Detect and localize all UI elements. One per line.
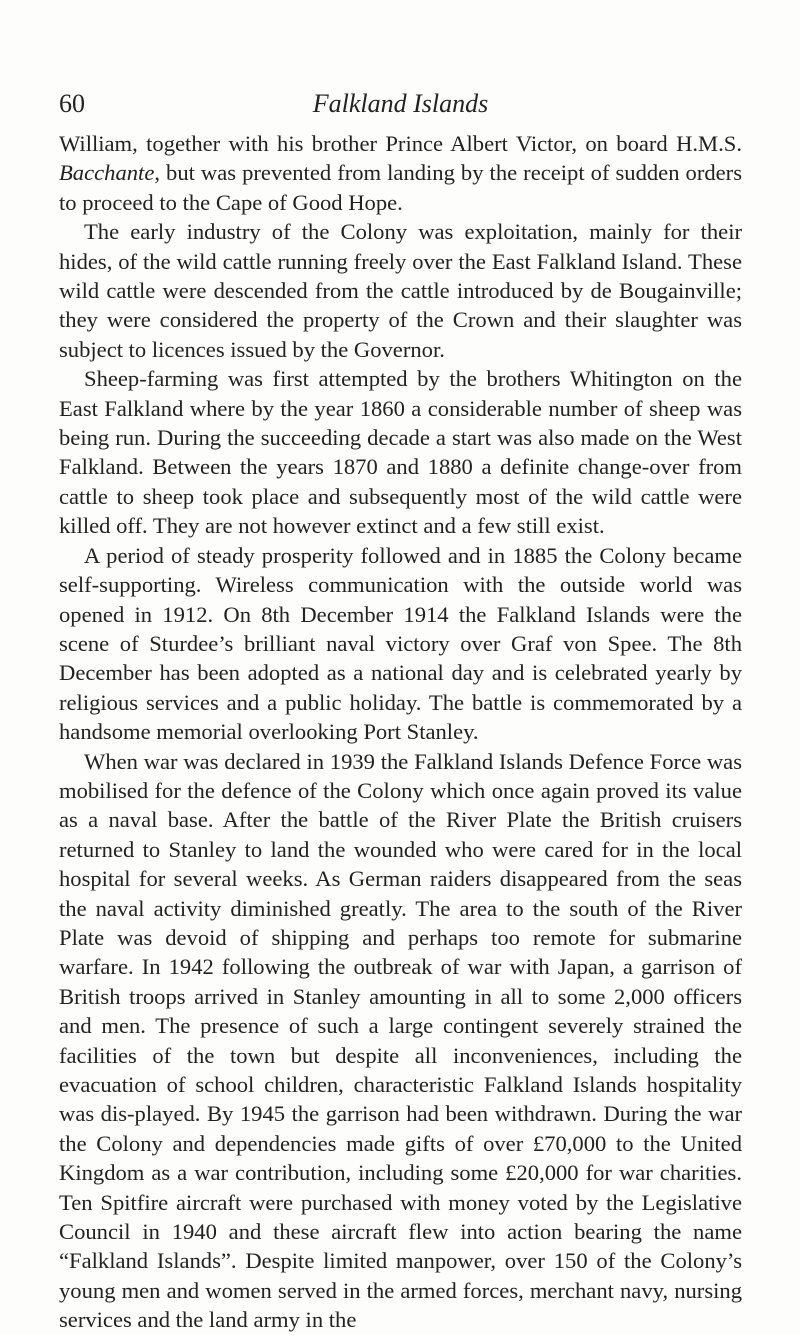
- running-head: [59, 88, 742, 120]
- page-number: 60: [59, 89, 85, 118]
- paragraph-3: Sheep-farming was first attempted by the brothers Whitington on the East Falkland where by the year 1860 a considerable number of sheep was being run. During the succeeding decade a start was also made on the West Falkland. Between the years 1870 and 1880 a definite change-over from cattle to sheep took place and subsequently most of the wild cattle were killed off. They are not however extinct and a few still exist.: [59, 366, 742, 539]
- paragraph-1-before: William, together with his brother Prince Albert Victor, on board H.M.S.: [59, 131, 742, 156]
- paragraph-5: When war was declared in 1939 the Falkland Islands Defence Force was mobilised for the defence of the Colony which once again proved its value as a naval base. After the battle of the River Plate the British cruisers returned to Stanley to land the wounded who were cared for in the local hospital for several weeks. As German raiders disappeared from the seas the naval activity diminished greatly. The area to the south of the River Plate was devoid of shipping and perhaps too remote for submarine warfare. In 1942 following the outbreak of war with Japan, a garrison of British troops arrived in Stanley amounting in all to some 2,000 officers and men. The presence of such a large contingent severely strained the facilities of the town but despite all inconveniences, including the evacuation of school children, characteristic Falkland Islands hospitality was dis-played. By 1945 the garrison had been withdrawn. During the war the Colony and dependencies made gifts of over £70,000 to the United Kingdom as a war contribution, including some £20,000 for war charities. Ten Spitfire aircraft were purchased with money voted by the Legislative Council in 1940 and these aircraft flew into action bearing the name “Falkland Islands”. Despite limited manpower, over 150 of the Colony’s young men and women served in the armed forces, merchant navy, nursing services and the land army in the: [59, 748, 742, 1333]
- paragraph-2: The early industry of the Colony was exploitation, mainly for their hides, of the wild cattle running freely over the East Falkland Island. These wild cattle were descended from the cattle introduced by de Bougainville; they were considered the property of the Crown and their slaughter was subject to licences issued by the Governor.: [59, 219, 742, 362]
- paragraph-4: A period of steady prosperity followed and in 1885 the Colony became self-supporting. Wireless communication with the outside world was opened in 1912. On 8th December 1914 the Falkland Islands were the scene of Sturdee’s brilliant naval victory over Graf von Spee. The 8th December has been adopted as a national day and is celebrated yearly by religious services and a public holiday. The battle is commemorated by a handsome memorial overlooking Port Stanley.: [59, 542, 742, 745]
- paragraph-1-after: , but was prevented from landing by the receipt of sudden orders to proceed to the Cape of Good Hope.: [59, 160, 742, 215]
- body-text: [59, 129, 742, 1335]
- paragraph-1: [59, 129, 742, 217]
- running-title: Falkland Islands: [312, 89, 489, 118]
- ship-name: Bacchante: [59, 160, 155, 186]
